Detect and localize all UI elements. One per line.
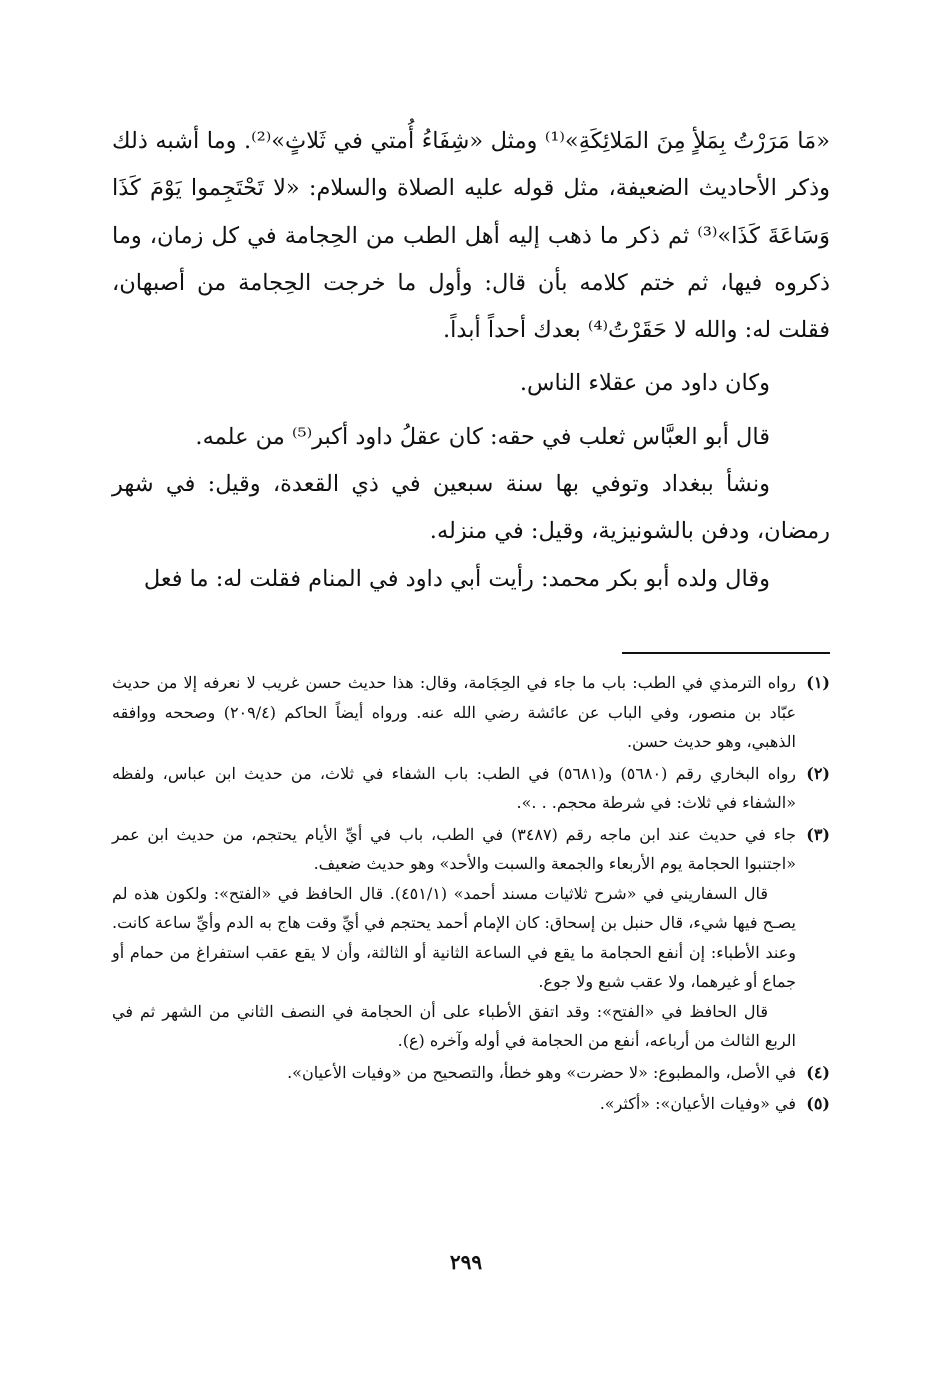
footnote-4 — [112, 1058, 830, 1088]
footnote-number: (٢) — [806, 763, 830, 783]
footnote-separator — [622, 652, 830, 654]
paragraph-birth-death: ونشأ ببغداد وتوفي بها سنة سبعين في ذي القعدة، وقيل: في شهر رمضان، ودفن بالشونيزية، وقيل: في منزله. — [112, 471, 830, 545]
footnote-2 — [112, 759, 830, 818]
paragraph-dawud-intelligence: وكان داود من عقلاء الناس. — [519, 370, 770, 397]
footnotes — [112, 668, 830, 1121]
footnote-number: (٤) — [806, 1062, 830, 1082]
footnote-3 — [112, 820, 830, 1056]
footnote-number: (٣) — [806, 824, 830, 844]
footnote-number: (٥) — [806, 1094, 830, 1113]
footnote-text: جاء في حديث عند ابن ماجه رقم (٣٤٨٧) في الطب، باب في أيِّ الأيام يحتجم، من حديث ابن عمر «اجتنبوا الحجامة يوم الأربعاء والجمعة والسبت والأحد» وهو حديث ضعيف. — [112, 824, 797, 873]
footnote-1 — [112, 668, 830, 757]
paragraph-hadith-discussion: «مَا مَرَرْتُ بِمَلأٍ مِنَ المَلائِكَةِ»⁽¹⁾ ومثل «شِفَاءُ أُمتي في ثَلاثٍ»⁽²⁾. وما أشبه ذلك وذكر الأحاديث الضعيفة، مثل قوله عليه الصلاة والسلام: «لا تَحْتَجِموا يَوْمَ كَذَا وَسَاعَةَ كَذَا»⁽³⁾ ثم ذكر ما ذهب إليه أهل الطب من الحِجامة في كل زمان، وما ذكروه فيها، ثم ختم كلامه بأن قال: وأول ما خرجت الحِجامة من أصبهان، فقلت له: والله لا حَقَرْتُ⁽⁴⁾ بعدك أحداً أبداً. — [112, 128, 830, 344]
footnote-body — [112, 820, 796, 1056]
footnote-text: في «وفيات الأعيان»: «أكثر». — [599, 1094, 796, 1113]
footnote-continuation: قال الحافظ في «الفتح»: وقد اتفق الأطباء على أن الحجامة في النصف الثاني من الشهر ثم في الربع الثالث من أرباعه، أنفع من الحجامة في أوله وآخره (ع). — [112, 1001, 796, 1050]
main-text — [112, 118, 830, 603]
paragraph-thalab-quote: قال أبو العبَّاس ثعلب في حقه: كان عقلُ داود أكبر⁽⁵⁾ من علمه. — [195, 423, 770, 450]
footnote-continuation: قال السفاريني في «شرح ثلاثيات مسند أحمد» (٤٥١/١). قال الحافظ في «الفتح»: ولكون هذه لم يصـح فيها شيء، قال حنبل بن إسحاق: كان الإمام أحمد يحتجم في أيِّ وقت هاج به الدم وأيِّ ساعة كانت. وعند الأطباء: إن أنفع الحجامة ما يقع في الساعة الثانية أو الثالثة، وأن لا يقع عقب استفراغ من حمام أو جماع أو غيرهما، ولا عقب شبع ولا جوع. — [112, 883, 796, 991]
footnote-5 — [112, 1089, 830, 1119]
footnote-text: رواه البخاري رقم (٥٦٨٠) و(٥٦٨١) في الطب: باب الشفاء في ثلاث، من حديث ابن عباس، ولفظه «الشفاء في ثلاث: في شرطة محجم. . .». — [112, 763, 797, 812]
footnote-text: في الأصل، والمطبوع: «لا حضرت» وهو خطأ، والتصحيح من «وفيات الأعيان». — [287, 1062, 796, 1082]
footnote-number: (١) — [806, 673, 830, 692]
paragraph-son-dream: وقال ولده أبو بكر محمد: رأيت أبي داود في المنام فقلت له: ما فعل — [143, 565, 770, 592]
footnote-text: رواه الترمذي في الطب: باب ما جاء في الحِجَامة، وقال: هذا حديث حسن غريب لا نعرفه إلا من حديث عبّاد بن منصور، وفي الباب عن عائشة رضي الله عنه. ورواه أيضاً الحاكم (٢٠٩/٤) وصححه ووافقه الذهبي، وهو حديث حسن. — [112, 673, 796, 751]
page-number: ٢٩٩ — [449, 1250, 483, 1274]
